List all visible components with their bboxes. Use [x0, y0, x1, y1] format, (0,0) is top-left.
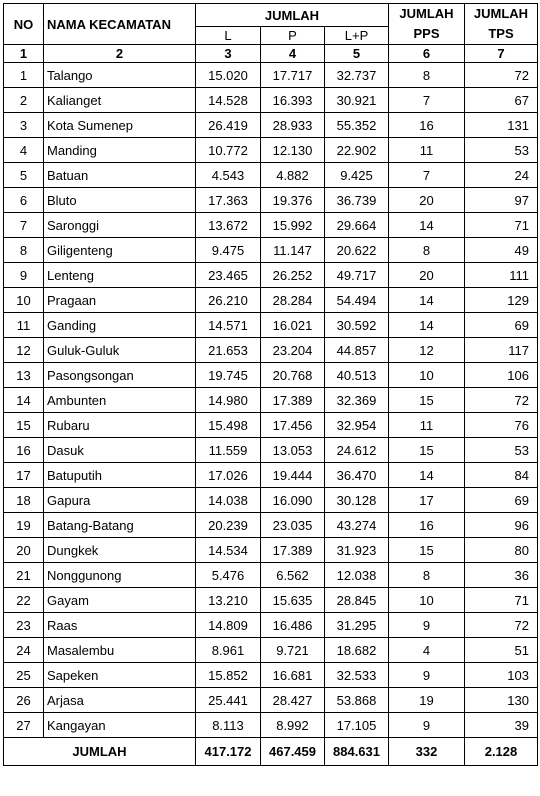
cell-l: 8.113 [196, 713, 261, 738]
cell-l: 15.852 [196, 663, 261, 688]
total-label: JUMLAH [4, 738, 196, 766]
cell-pps: 10 [389, 363, 465, 388]
cell-pps: 16 [389, 513, 465, 538]
cell-lp: 32.533 [325, 663, 389, 688]
cell-pps: 11 [389, 138, 465, 163]
cell-lp: 40.513 [325, 363, 389, 388]
table-row [4, 463, 538, 488]
cell-nama-kecamatan: Giligenteng [44, 238, 196, 263]
cell-lp: 54.494 [325, 288, 389, 313]
cell-no: 25 [4, 663, 44, 688]
table-row [4, 238, 538, 263]
table-row [4, 113, 538, 138]
cell-lp: 9.425 [325, 163, 389, 188]
cell-tps: 72 [465, 63, 538, 88]
cell-l: 10.772 [196, 138, 261, 163]
cell-pps: 15 [389, 538, 465, 563]
header-no: NO [4, 4, 44, 45]
cell-l: 26.210 [196, 288, 261, 313]
cell-nama-kecamatan: Rubaru [44, 413, 196, 438]
cell-tps: 72 [465, 388, 538, 413]
cell-tps: 129 [465, 288, 538, 313]
cell-pps: 11 [389, 413, 465, 438]
cell-p: 16.681 [261, 663, 325, 688]
table-row [4, 663, 538, 688]
header-nama-kecamatan: NAMA KECAMATAN [44, 4, 196, 45]
cell-pps: 9 [389, 613, 465, 638]
cell-l: 23.465 [196, 263, 261, 288]
table-row [4, 288, 538, 313]
cell-p: 17.717 [261, 63, 325, 88]
cell-pps: 20 [389, 188, 465, 213]
cell-no: 13 [4, 363, 44, 388]
cell-no: 4 [4, 138, 44, 163]
cell-tps: 72 [465, 613, 538, 638]
cell-nama-kecamatan: Raas [44, 613, 196, 638]
cell-l: 5.476 [196, 563, 261, 588]
cell-l: 17.363 [196, 188, 261, 213]
cell-no: 24 [4, 638, 44, 663]
cell-p: 12.130 [261, 138, 325, 163]
cell-no: 26 [4, 688, 44, 713]
cell-p: 16.090 [261, 488, 325, 513]
cell-lp: 22.902 [325, 138, 389, 163]
voter-data-table [3, 3, 538, 766]
cell-no: 6 [4, 188, 44, 213]
cell-no: 12 [4, 338, 44, 363]
cell-tps: 36 [465, 563, 538, 588]
cell-nama-kecamatan: Batuan [44, 163, 196, 188]
cell-no: 11 [4, 313, 44, 338]
col-number-6: 6 [389, 45, 465, 63]
cell-nama-kecamatan: Ganding [44, 313, 196, 338]
cell-nama-kecamatan: Talango [44, 63, 196, 88]
cell-tps: 49 [465, 238, 538, 263]
col-number-7: 7 [465, 45, 538, 63]
cell-p: 20.768 [261, 363, 325, 388]
cell-no: 9 [4, 263, 44, 288]
cell-nama-kecamatan: Kangayan [44, 713, 196, 738]
cell-l: 14.980 [196, 388, 261, 413]
cell-lp: 32.737 [325, 63, 389, 88]
cell-tps: 103 [465, 663, 538, 688]
cell-p: 15.635 [261, 588, 325, 613]
table-row [4, 138, 538, 163]
col-number-4: 4 [261, 45, 325, 63]
table-row [4, 413, 538, 438]
header-jumlah-tps: JUMLAH TPS [465, 4, 538, 45]
cell-tps: 53 [465, 438, 538, 463]
cell-nama-kecamatan: Gayam [44, 588, 196, 613]
cell-p: 16.486 [261, 613, 325, 638]
cell-pps: 7 [389, 163, 465, 188]
cell-l: 25.441 [196, 688, 261, 713]
table-row [4, 563, 538, 588]
cell-nama-kecamatan: Bluto [44, 188, 196, 213]
cell-no: 7 [4, 213, 44, 238]
table-row [4, 513, 538, 538]
cell-p: 13.053 [261, 438, 325, 463]
cell-tps: 84 [465, 463, 538, 488]
cell-p: 17.456 [261, 413, 325, 438]
table-row [4, 638, 538, 663]
cell-no: 20 [4, 538, 44, 563]
cell-l: 26.419 [196, 113, 261, 138]
cell-pps: 8 [389, 63, 465, 88]
table-row [4, 538, 538, 563]
header-l: L [196, 27, 261, 45]
cell-p: 26.252 [261, 263, 325, 288]
total-lp: 884.631 [325, 738, 389, 766]
col-number-5: 5 [325, 45, 389, 63]
cell-tps: 80 [465, 538, 538, 563]
cell-no: 3 [4, 113, 44, 138]
cell-tps: 130 [465, 688, 538, 713]
cell-pps: 14 [389, 313, 465, 338]
cell-no: 17 [4, 463, 44, 488]
cell-pps: 8 [389, 238, 465, 263]
cell-no: 16 [4, 438, 44, 463]
cell-nama-kecamatan: Sapeken [44, 663, 196, 688]
cell-lp: 32.954 [325, 413, 389, 438]
cell-nama-kecamatan: Pasongsongan [44, 363, 196, 388]
cell-lp: 36.470 [325, 463, 389, 488]
cell-lp: 20.622 [325, 238, 389, 263]
cell-lp: 24.612 [325, 438, 389, 463]
cell-pps: 9 [389, 663, 465, 688]
cell-p: 9.721 [261, 638, 325, 663]
cell-nama-kecamatan: Lenteng [44, 263, 196, 288]
cell-nama-kecamatan: Dungkek [44, 538, 196, 563]
table-row [4, 438, 538, 463]
cell-l: 13.672 [196, 213, 261, 238]
cell-l: 9.475 [196, 238, 261, 263]
cell-tps: 131 [465, 113, 538, 138]
cell-l: 17.026 [196, 463, 261, 488]
table-body [4, 63, 538, 738]
cell-no: 2 [4, 88, 44, 113]
cell-l: 14.534 [196, 538, 261, 563]
cell-lp: 17.105 [325, 713, 389, 738]
cell-nama-kecamatan: Ambunten [44, 388, 196, 413]
table-row [4, 688, 538, 713]
cell-nama-kecamatan: Kalianget [44, 88, 196, 113]
cell-p: 28.933 [261, 113, 325, 138]
cell-pps: 10 [389, 588, 465, 613]
cell-lp: 12.038 [325, 563, 389, 588]
cell-nama-kecamatan: Batuputih [44, 463, 196, 488]
table-row [4, 263, 538, 288]
cell-tps: 76 [465, 413, 538, 438]
cell-l: 14.809 [196, 613, 261, 638]
cell-tps: 69 [465, 313, 538, 338]
cell-no: 1 [4, 63, 44, 88]
cell-p: 16.393 [261, 88, 325, 113]
cell-lp: 44.857 [325, 338, 389, 363]
cell-tps: 51 [465, 638, 538, 663]
table-row [4, 213, 538, 238]
cell-no: 23 [4, 613, 44, 638]
cell-p: 17.389 [261, 538, 325, 563]
cell-pps: 9 [389, 713, 465, 738]
cell-p: 17.389 [261, 388, 325, 413]
table-row [4, 363, 538, 388]
cell-tps: 111 [465, 263, 538, 288]
cell-nama-kecamatan: Arjasa [44, 688, 196, 713]
cell-p: 23.204 [261, 338, 325, 363]
cell-pps: 20 [389, 263, 465, 288]
cell-l: 20.239 [196, 513, 261, 538]
cell-pps: 12 [389, 338, 465, 363]
cell-tps: 39 [465, 713, 538, 738]
cell-p: 8.992 [261, 713, 325, 738]
cell-pps: 4 [389, 638, 465, 663]
cell-no: 27 [4, 713, 44, 738]
cell-l: 14.571 [196, 313, 261, 338]
cell-l: 4.543 [196, 163, 261, 188]
cell-lp: 30.592 [325, 313, 389, 338]
col-number-1: 1 [4, 45, 44, 63]
cell-tps: 69 [465, 488, 538, 513]
cell-tps: 71 [465, 588, 538, 613]
table-row [4, 163, 538, 188]
cell-lp: 43.274 [325, 513, 389, 538]
table-row [4, 488, 538, 513]
cell-lp: 31.295 [325, 613, 389, 638]
cell-pps: 14 [389, 213, 465, 238]
header-jumlah: JUMLAH [196, 4, 389, 27]
cell-pps: 8 [389, 563, 465, 588]
cell-nama-kecamatan: Dasuk [44, 438, 196, 463]
header-jumlah-pps: JUMLAH PPS [389, 4, 465, 45]
cell-p: 11.147 [261, 238, 325, 263]
cell-nama-kecamatan: Masalembu [44, 638, 196, 663]
total-l: 417.172 [196, 738, 261, 766]
cell-no: 14 [4, 388, 44, 413]
table-row [4, 88, 538, 113]
cell-l: 13.210 [196, 588, 261, 613]
cell-p: 16.021 [261, 313, 325, 338]
cell-p: 19.376 [261, 188, 325, 213]
cell-lp: 29.664 [325, 213, 389, 238]
table-row [4, 613, 538, 638]
cell-no: 18 [4, 488, 44, 513]
total-p: 467.459 [261, 738, 325, 766]
cell-pps: 16 [389, 113, 465, 138]
cell-p: 6.562 [261, 563, 325, 588]
cell-lp: 30.921 [325, 88, 389, 113]
cell-p: 4.882 [261, 163, 325, 188]
cell-nama-kecamatan: Gapura [44, 488, 196, 513]
cell-lp: 36.739 [325, 188, 389, 213]
cell-p: 28.427 [261, 688, 325, 713]
cell-p: 28.284 [261, 288, 325, 313]
cell-pps: 14 [389, 288, 465, 313]
cell-tps: 106 [465, 363, 538, 388]
header-p: P [261, 27, 325, 45]
cell-tps: 96 [465, 513, 538, 538]
table-row [4, 338, 538, 363]
cell-no: 10 [4, 288, 44, 313]
cell-l: 21.653 [196, 338, 261, 363]
cell-l: 15.498 [196, 413, 261, 438]
cell-pps: 15 [389, 438, 465, 463]
cell-l: 8.961 [196, 638, 261, 663]
table-row [4, 713, 538, 738]
cell-lp: 55.352 [325, 113, 389, 138]
cell-no: 19 [4, 513, 44, 538]
cell-tps: 67 [465, 88, 538, 113]
cell-pps: 14 [389, 463, 465, 488]
cell-no: 5 [4, 163, 44, 188]
cell-pps: 7 [389, 88, 465, 113]
cell-nama-kecamatan: Saronggi [44, 213, 196, 238]
cell-pps: 15 [389, 388, 465, 413]
cell-nama-kecamatan: Batang-Batang [44, 513, 196, 538]
col-number-3: 3 [196, 45, 261, 63]
cell-nama-kecamatan: Manding [44, 138, 196, 163]
cell-p: 23.035 [261, 513, 325, 538]
cell-lp: 30.128 [325, 488, 389, 513]
cell-l: 15.020 [196, 63, 261, 88]
cell-nama-kecamatan: Kota Sumenep [44, 113, 196, 138]
cell-l: 14.038 [196, 488, 261, 513]
cell-lp: 32.369 [325, 388, 389, 413]
cell-lp: 31.923 [325, 538, 389, 563]
cell-tps: 53 [465, 138, 538, 163]
table-row [4, 388, 538, 413]
cell-tps: 97 [465, 188, 538, 213]
cell-nama-kecamatan: Nonggunong [44, 563, 196, 588]
header-lp: L+P [325, 27, 389, 45]
cell-tps: 71 [465, 213, 538, 238]
cell-lp: 49.717 [325, 263, 389, 288]
cell-pps: 19 [389, 688, 465, 713]
cell-lp: 18.682 [325, 638, 389, 663]
cell-tps: 24 [465, 163, 538, 188]
cell-l: 14.528 [196, 88, 261, 113]
cell-l: 19.745 [196, 363, 261, 388]
cell-lp: 53.868 [325, 688, 389, 713]
cell-no: 22 [4, 588, 44, 613]
cell-no: 15 [4, 413, 44, 438]
cell-no: 21 [4, 563, 44, 588]
table-row [4, 588, 538, 613]
cell-nama-kecamatan: Pragaan [44, 288, 196, 313]
col-number-2: 2 [44, 45, 196, 63]
total-tps: 2.128 [465, 738, 538, 766]
cell-p: 15.992 [261, 213, 325, 238]
table-row [4, 313, 538, 338]
cell-l: 11.559 [196, 438, 261, 463]
total-pps: 332 [389, 738, 465, 766]
cell-nama-kecamatan: Guluk-Guluk [44, 338, 196, 363]
cell-p: 19.444 [261, 463, 325, 488]
cell-pps: 17 [389, 488, 465, 513]
cell-tps: 117 [465, 338, 538, 363]
total-row [4, 738, 538, 766]
table-row [4, 188, 538, 213]
cell-no: 8 [4, 238, 44, 263]
cell-lp: 28.845 [325, 588, 389, 613]
table-row [4, 63, 538, 88]
